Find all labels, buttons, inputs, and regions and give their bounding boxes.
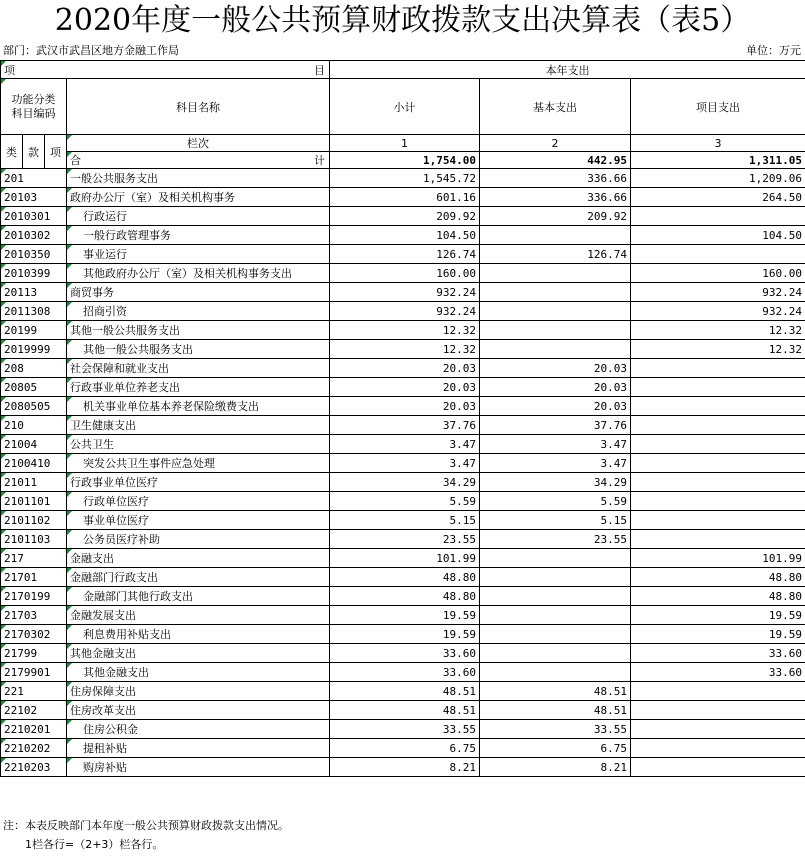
row-subject-name: 其他金融支出 (67, 644, 330, 663)
row-subject-name: 商贸事务 (67, 283, 330, 302)
row-code: 2210202 (1, 739, 67, 758)
table-row (1, 245, 805, 264)
row-code: 2011308 (1, 302, 67, 321)
row-subject-name: 其他一般公共服务支出 (67, 321, 330, 340)
total-row (1, 152, 805, 169)
row-project (631, 207, 805, 226)
row-basic (480, 587, 631, 606)
table-row (1, 435, 805, 454)
header-col-1: 1 (330, 135, 480, 152)
row-basic: 336.66 (480, 169, 631, 188)
row-subject-name: 一般公共服务支出 (67, 169, 330, 188)
row-subtotal: 3.47 (330, 454, 480, 473)
table-row (1, 530, 805, 549)
row-basic: 20.03 (480, 397, 631, 416)
table-row (1, 625, 805, 644)
header-row-3 (1, 135, 805, 152)
row-basic: 48.51 (480, 682, 631, 701)
row-project (631, 245, 805, 264)
row-subject-name: 金融部门其他行政支出 (67, 587, 330, 606)
row-subtotal: 19.59 (330, 606, 480, 625)
note-line-2: 1栏各行=（2+3）栏各行。 (25, 838, 164, 851)
row-basic: 37.76 (480, 416, 631, 435)
table-row (1, 549, 805, 568)
row-project: 33.60 (631, 663, 805, 682)
table-row (1, 340, 805, 359)
row-basic (480, 549, 631, 568)
row-subject-name: 其他政府办公厅（室）及相关机构事务支出 (67, 264, 330, 283)
header-col-seq: 栏次 (67, 135, 330, 152)
total-label-left: 合 (70, 154, 81, 167)
total-subtotal: 1,754.00 (330, 152, 480, 169)
row-basic: 6.75 (480, 739, 631, 758)
row-subject-name: 社会保障和就业支出 (67, 359, 330, 378)
row-code: 2179901 (1, 663, 67, 682)
table-row (1, 701, 805, 720)
row-subtotal: 33.55 (330, 720, 480, 739)
table-row (1, 644, 805, 663)
row-subtotal: 209.92 (330, 207, 480, 226)
row-project (631, 511, 805, 530)
row-project: 160.00 (631, 264, 805, 283)
row-subtotal: 126.74 (330, 245, 480, 264)
row-subject-name: 行政运行 (67, 207, 330, 226)
header-subtotal: 小计 (330, 79, 480, 135)
row-basic (480, 226, 631, 245)
row-subject-name: 提租补贴 (67, 739, 330, 758)
row-subject-name: 事业运行 (67, 245, 330, 264)
row-basic (480, 625, 631, 644)
row-basic: 20.03 (480, 378, 631, 397)
row-subtotal: 8.21 (330, 758, 480, 777)
row-subject-name: 住房公积金 (67, 720, 330, 739)
row-project: 12.32 (631, 321, 805, 340)
row-subject-name: 公务员医疗补助 (67, 530, 330, 549)
row-basic: 20.03 (480, 359, 631, 378)
row-code: 2019999 (1, 340, 67, 359)
row-code: 221 (1, 682, 67, 701)
row-code: 2101103 (1, 530, 67, 549)
row-code: 2170199 (1, 587, 67, 606)
unit-label: 单位：万元 (746, 44, 801, 57)
row-subject-name: 住房保障支出 (67, 682, 330, 701)
table-row (1, 378, 805, 397)
row-project (631, 701, 805, 720)
row-code: 21011 (1, 473, 67, 492)
row-subject-name: 卫生健康支出 (67, 416, 330, 435)
row-subtotal: 104.50 (330, 226, 480, 245)
row-project (631, 492, 805, 511)
row-subtotal: 20.03 (330, 397, 480, 416)
table-row (1, 226, 805, 245)
row-project: 19.59 (631, 625, 805, 644)
table-row (1, 454, 805, 473)
row-basic (480, 340, 631, 359)
row-basic: 23.55 (480, 530, 631, 549)
row-basic (480, 302, 631, 321)
row-subject-name: 住房改革支出 (67, 701, 330, 720)
row-subject-name: 行政单位医疗 (67, 492, 330, 511)
row-subtotal: 932.24 (330, 302, 480, 321)
header-row-2 (1, 79, 805, 135)
row-subject-name: 其他金融支出 (67, 663, 330, 682)
row-subtotal: 48.80 (330, 568, 480, 587)
row-project (631, 454, 805, 473)
header-project: 项目支出 (631, 79, 805, 135)
note-line-1: 注：本表反映部门本年度一般公共预算财政拨款支出情况。 (3, 819, 289, 832)
row-subject-name: 一般行政管理事务 (67, 226, 330, 245)
row-basic: 209.92 (480, 207, 631, 226)
row-subject-name: 金融发展支出 (67, 606, 330, 625)
row-code: 2210201 (1, 720, 67, 739)
row-subtotal: 33.60 (330, 644, 480, 663)
row-subject-name: 事业单位医疗 (67, 511, 330, 530)
table-row (1, 473, 805, 492)
row-code: 2010302 (1, 226, 67, 245)
table-row (1, 416, 805, 435)
row-subtotal: 48.51 (330, 682, 480, 701)
table-row (1, 511, 805, 530)
row-basic (480, 663, 631, 682)
row-subtotal: 20.03 (330, 378, 480, 397)
row-code: 2010301 (1, 207, 67, 226)
header-func-code: 功能分类 科目编码 (1, 79, 67, 135)
total-basic: 442.95 (480, 152, 631, 169)
table-row (1, 682, 805, 701)
table-row (1, 663, 805, 682)
row-code: 20103 (1, 188, 67, 207)
row-code: 2210203 (1, 758, 67, 777)
row-project (631, 682, 805, 701)
row-basic: 5.59 (480, 492, 631, 511)
row-subtotal: 601.16 (330, 188, 480, 207)
header-item-right: 目 (314, 63, 325, 77)
row-code: 20199 (1, 321, 67, 340)
table-row (1, 321, 805, 340)
row-subtotal: 20.03 (330, 359, 480, 378)
row-subtotal: 3.47 (330, 435, 480, 454)
row-project (631, 397, 805, 416)
row-basic (480, 606, 631, 625)
row-subject-name: 购房补贴 (67, 758, 330, 777)
department-label: 部门：武汉市武昌区地方金融工作局 (3, 44, 179, 57)
row-subtotal: 5.15 (330, 511, 480, 530)
table-row (1, 568, 805, 587)
row-subtotal: 12.32 (330, 340, 480, 359)
row-basic: 8.21 (480, 758, 631, 777)
row-project (631, 530, 805, 549)
row-basic (480, 321, 631, 340)
table-row (1, 606, 805, 625)
table-row (1, 758, 805, 777)
row-project (631, 473, 805, 492)
row-project: 12.32 (631, 340, 805, 359)
table-row (1, 207, 805, 226)
table-row (1, 720, 805, 739)
row-subtotal: 6.75 (330, 739, 480, 758)
row-subtotal: 34.29 (330, 473, 480, 492)
table-row (1, 359, 805, 378)
table-row (1, 739, 805, 758)
table-row (1, 169, 805, 188)
row-subject-name: 金融部门行政支出 (67, 568, 330, 587)
header-xiang: 项 (45, 135, 67, 169)
row-project: 33.60 (631, 644, 805, 663)
row-code: 20113 (1, 283, 67, 302)
row-project: 932.24 (631, 302, 805, 321)
row-code: 20805 (1, 378, 67, 397)
total-label-cell (67, 152, 330, 169)
row-project: 264.50 (631, 188, 805, 207)
header-current-year: 本年支出 (330, 61, 805, 79)
row-subtotal: 19.59 (330, 625, 480, 644)
row-subject-name: 利息费用补贴支出 (67, 625, 330, 644)
table-row (1, 492, 805, 511)
row-basic (480, 568, 631, 587)
expenditure-table (0, 60, 805, 777)
header-basic: 基本支出 (480, 79, 631, 135)
row-subtotal: 48.80 (330, 587, 480, 606)
row-project (631, 359, 805, 378)
row-project: 19.59 (631, 606, 805, 625)
row-basic: 3.47 (480, 435, 631, 454)
row-code: 22102 (1, 701, 67, 720)
row-project: 48.80 (631, 587, 805, 606)
row-code: 210 (1, 416, 67, 435)
row-code: 21799 (1, 644, 67, 663)
row-subject-name: 政府办公厅（室）及相关机构事务 (67, 188, 330, 207)
row-basic: 34.29 (480, 473, 631, 492)
row-project: 48.80 (631, 568, 805, 587)
header-lei: 类 (1, 135, 23, 169)
header-col-3: 3 (631, 135, 805, 152)
row-project: 1,209.06 (631, 169, 805, 188)
row-project: 104.50 (631, 226, 805, 245)
table-row (1, 587, 805, 606)
row-code: 2010399 (1, 264, 67, 283)
row-subtotal: 101.99 (330, 549, 480, 568)
row-subtotal: 1,545.72 (330, 169, 480, 188)
row-code: 21004 (1, 435, 67, 454)
row-basic: 33.55 (480, 720, 631, 739)
header-item-left: 项 (4, 63, 15, 77)
total-label-right: 计 (314, 154, 325, 167)
row-project: 101.99 (631, 549, 805, 568)
row-basic (480, 283, 631, 302)
total-project: 1,311.05 (631, 152, 805, 169)
table-row (1, 302, 805, 321)
header-subject-name: 科目名称 (67, 79, 330, 135)
row-project (631, 378, 805, 397)
row-subject-name: 金融支出 (67, 549, 330, 568)
row-code: 21703 (1, 606, 67, 625)
row-basic: 126.74 (480, 245, 631, 264)
row-subtotal: 37.76 (330, 416, 480, 435)
header-col-2: 2 (480, 135, 631, 152)
row-basic: 5.15 (480, 511, 631, 530)
row-subject-name: 机关事业单位基本养老保险缴费支出 (67, 397, 330, 416)
row-code: 21701 (1, 568, 67, 587)
row-subtotal: 932.24 (330, 283, 480, 302)
row-basic: 3.47 (480, 454, 631, 473)
row-code: 2010350 (1, 245, 67, 264)
header-row-1 (1, 61, 805, 79)
row-code: 2100410 (1, 454, 67, 473)
table-row (1, 264, 805, 283)
row-subject-name: 招商引资 (67, 302, 330, 321)
header-item-cell (1, 61, 330, 79)
table-row (1, 283, 805, 302)
row-code: 2170302 (1, 625, 67, 644)
header-kuan: 款 (23, 135, 45, 169)
row-subject-name: 公共卫生 (67, 435, 330, 454)
row-project (631, 739, 805, 758)
row-code: 217 (1, 549, 67, 568)
row-basic (480, 264, 631, 283)
row-basic: 48.51 (480, 701, 631, 720)
report-title: 2020年度一般公共预算财政拨款支出决算表（表5） (54, 3, 751, 38)
row-code: 2101101 (1, 492, 67, 511)
row-project (631, 416, 805, 435)
row-code: 201 (1, 169, 67, 188)
row-subject-name: 突发公共卫生事件应急处理 (67, 454, 330, 473)
row-project: 932.24 (631, 283, 805, 302)
table-row (1, 397, 805, 416)
row-code: 208 (1, 359, 67, 378)
row-subtotal: 160.00 (330, 264, 480, 283)
row-project (631, 435, 805, 454)
row-code: 2101102 (1, 511, 67, 530)
row-subject-name: 其他一般公共服务支出 (67, 340, 330, 359)
row-subject-name: 行政事业单位医疗 (67, 473, 330, 492)
row-subtotal: 5.59 (330, 492, 480, 511)
row-project (631, 758, 805, 777)
row-subject-name: 行政事业单位养老支出 (67, 378, 330, 397)
row-subtotal: 23.55 (330, 530, 480, 549)
table-row (1, 188, 805, 207)
row-code: 2080505 (1, 397, 67, 416)
row-subtotal: 33.60 (330, 663, 480, 682)
row-subtotal: 48.51 (330, 701, 480, 720)
row-basic (480, 644, 631, 663)
row-project (631, 720, 805, 739)
row-basic: 336.66 (480, 188, 631, 207)
row-subtotal: 12.32 (330, 321, 480, 340)
